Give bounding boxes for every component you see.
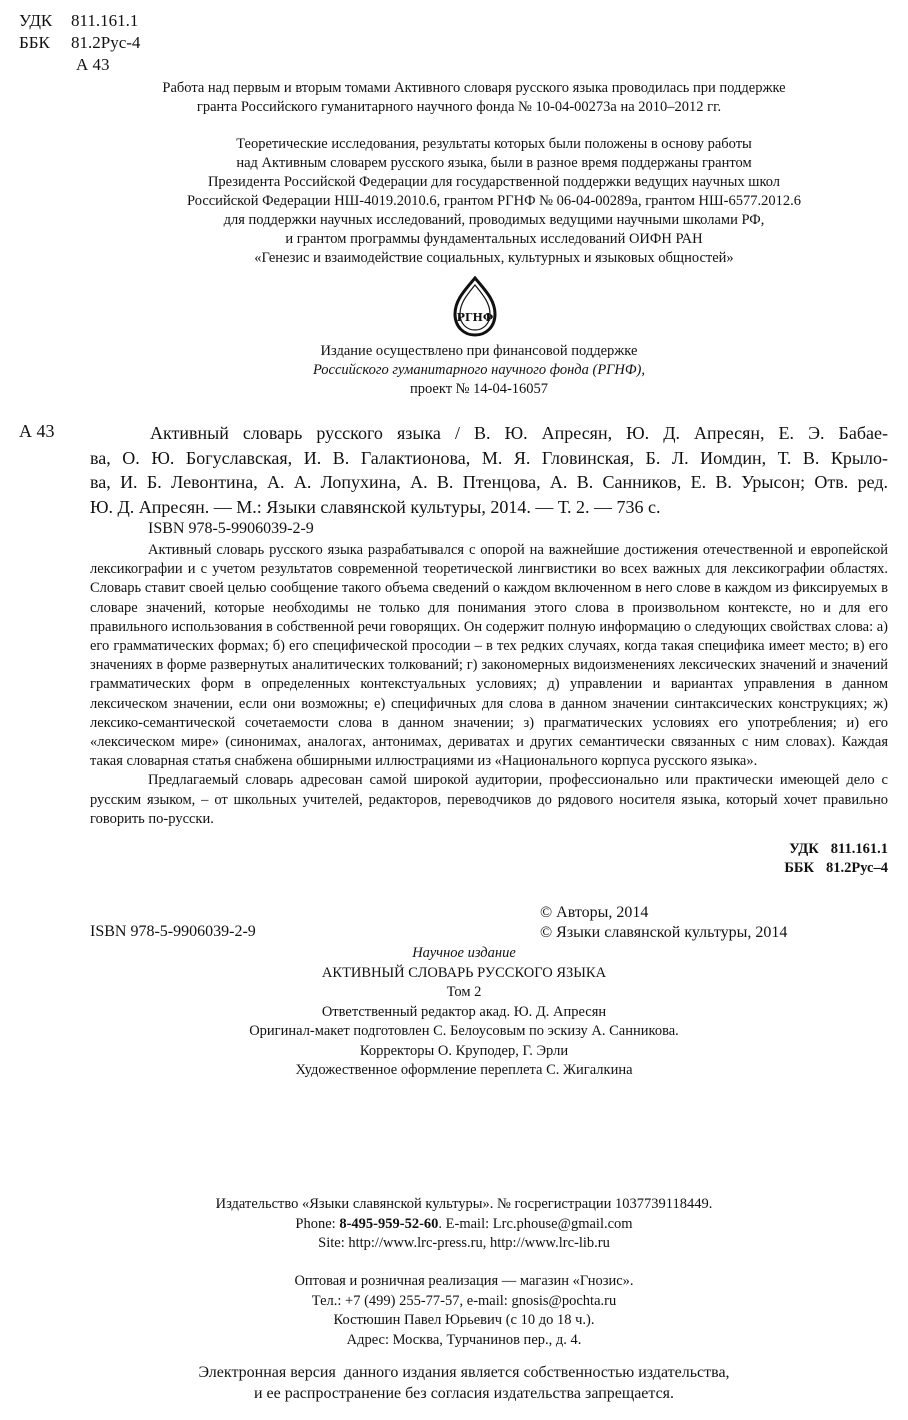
- bbk-label: ББК: [784, 860, 815, 876]
- financing-line: Издание осуществлено при финансовой поддержке: [320, 343, 638, 359]
- imprint-title: АКТИВНЫЙ СЛОВАРЬ РУССКОГО ЯЗЫКА: [321, 964, 607, 981]
- copyright-authors: © Авторы, 2014: [540, 904, 649, 921]
- imprint-proofreaders: Корректоры О. Круподер, Г. Эрли: [359, 1042, 569, 1059]
- imprint-kind: Научное издание: [412, 945, 516, 961]
- copyright: [540, 903, 787, 943]
- note-line: для поддержки научных исследований, проводимых ведущими научными школами РФ,: [223, 212, 765, 228]
- annotation: [90, 541, 888, 829]
- imprint-editor: Ответственный редактор акад. Ю. Д. Апресян: [321, 1003, 607, 1020]
- udk-value: 811.161.1: [71, 11, 139, 30]
- note-line: Президента Российской Федерации для государственной поддержки ведущих научных школ: [207, 174, 781, 190]
- electronic-note: [0, 1362, 908, 1404]
- grant-line: Работа над первым и вторым томами Активного словаря русского языка проводилась при поддержке: [162, 80, 786, 96]
- imprint-cover: Художественное оформление переплета С. Жигалкина: [295, 1062, 633, 1078]
- imprint-volume: Том 2: [446, 984, 482, 1000]
- site-line: Site: http://www.lrc-press.ru, http://www.lrc-lib.ru: [318, 1235, 610, 1251]
- isbn: ISBN 978-5-9906039-2-9: [90, 923, 256, 940]
- phone-label: Phone:: [295, 1215, 340, 1232]
- udk-value: 811.161.1: [830, 841, 888, 857]
- sales-info: [0, 1272, 908, 1350]
- note-line: Российской Федерации НШ-4019.2010.6, грантом РГНФ № 06-04-00289а, грантом НШ-6577.2012.6: [187, 193, 801, 209]
- financing-note: [0, 342, 908, 399]
- annotation-paragraph: Активный словарь русского языка разрабатывался с опорой на важнейшие достижения отечественной и европейской лексикографии и с учетом результатов современной теоретической лингвистики во всех важных для лексикографии областях. Словарь ставит своей целью сообщение такого объема сведений о каждом включенном в него слове в каждом из фиксируемых в словаре значений, которые необходимы не только для понимания этого слова в произвольном контексте, но и для его правильного использования в собственной речи говорящих. Он содержит полную информацию о следующих свойствах слова: а) его грамматических формах; б) его специфической просодии – в тех редких случаях, когда такая специфика имеет место; в) его значениях в форме развернутых аналитических толкований; г) закономерных видоизменениях лексических значений и значений грамматических форм в определенных контекстуальных условиях; д) управлении и вариантах управления в данном лексическом значении, если они возможны; е) специфичных для слова в данном значении синтаксических конструкциях; ж) лексико-семантической сочетаемости слова в данном значении; з) прагматических условиях его употребления; и) его «лексическом мире» (синонимах, аналогах, антонимах, дериватах и других семантически связанных с ним словах). Каждая такая словарная статья снабжена обширными иллюстрациями из «Национального корпуса русского языка».: [90, 542, 888, 770]
- note-line: «Генезис и взаимодействие социальных, культурных и языковых общностей»: [254, 250, 734, 266]
- svg-text:РГНФ: РГНФ: [456, 311, 494, 324]
- isbn: ISBN 978-5-9906039-2-9: [148, 520, 314, 537]
- author-mark: А 43: [76, 55, 110, 74]
- sales-line: Тел.: +7 (499) 255-77-57, e-mail: gnosis@pochta.ru: [311, 1292, 617, 1309]
- biblio-mark: А 43: [19, 421, 55, 441]
- annotation-paragraph: Предлагаемый словарь адресован самой широкой аудитории, профессионально или практически имеющей дело с русским языком, – от школьных учителей, редакторов, переводчиков до рядового носителя языка, который хочет правильно говорить по-русски.: [90, 772, 888, 827]
- udk-label: УДК: [789, 841, 819, 857]
- udk-label: УДК: [19, 11, 53, 30]
- biblio-line: Активный словарь русского языка / В. Ю. Апресян, Ю. Д. Апресян, Е. Э. Бабае-: [150, 423, 888, 443]
- bbk-value: 81.2Рус–4: [826, 860, 888, 876]
- electronic-line: и ее распространение без согласия издательства запрещается.: [253, 1385, 675, 1402]
- bbk-label: ББК: [19, 33, 50, 52]
- note-line: над Активным словарем русского языка, были в разное время поддержаны грантом: [236, 155, 752, 171]
- classification-codes: [19, 10, 140, 76]
- email: . E-mail: Lrc.phouse@gmail.com: [438, 1215, 633, 1232]
- note-line: и грантом программы фундаментальных исследований ОИФН РАН: [285, 231, 703, 247]
- grant-note: [0, 79, 908, 117]
- publisher-line: Издательство «Языки славянской культуры». № госрегистрации 1037739118449.: [215, 1196, 713, 1212]
- financing-project: проект № 14-04-16057: [409, 381, 549, 397]
- phone-number: 8-495-959-52-60: [339, 1215, 439, 1232]
- sales-line: Костюшин Павел Юрьевич (с 10 до 18 ч.).: [333, 1312, 595, 1328]
- rgnf-logo-icon: [451, 276, 499, 338]
- publisher-phone-line: [0, 1215, 908, 1235]
- grant-line: гранта Российского гуманитарного научного фонда № 10-04-00273а на 2010–2012 гг.: [196, 99, 722, 115]
- electronic-line: Электронная версия данного издания является собственностью издательства,: [198, 1364, 730, 1381]
- financing-fund: Российского гуманитарного научного фонда (РГНФ),: [312, 362, 646, 378]
- copyright-publisher: © Языки славянской культуры, 2014: [540, 924, 788, 941]
- imprint-layout: Оригинал-макет подготовлен С. Белоусовым по эскизу А. Санникова.: [249, 1023, 679, 1039]
- sales-line: Оптовая и розничная реализация — магазин «Гнозис».: [294, 1273, 634, 1289]
- biblio-line: ва, И. Б. Левонтина, А. А. Лопухина, А. В. Птенцова, А. В. Санников, Е. В. Урысон; Отв. ред.: [90, 472, 888, 493]
- bbk-value: 81.2Рус-4: [71, 33, 141, 52]
- imprint: [0, 944, 908, 1081]
- biblio-line: ва, О. Ю. Богуславская, И. В. Галактионова, М. Я. Гловинская, Б. Л. Иомдин, Т. В. Крыло-: [90, 447, 888, 468]
- publisher-info: [0, 1195, 908, 1254]
- classification-codes-right: [784, 840, 888, 878]
- support-notes: [0, 135, 908, 268]
- sales-line: Адрес: Москва, Турчанинов пер., д. 4.: [346, 1331, 582, 1348]
- bibliographic-record: [90, 421, 888, 519]
- note-line: Теоретические исследования, результаты которых были положены в основу работы: [236, 136, 752, 152]
- biblio-line: Ю. Д. Апресян. — М.: Языки славянской культуры, 2014. — Т. 2. — 736 с.: [90, 496, 661, 517]
